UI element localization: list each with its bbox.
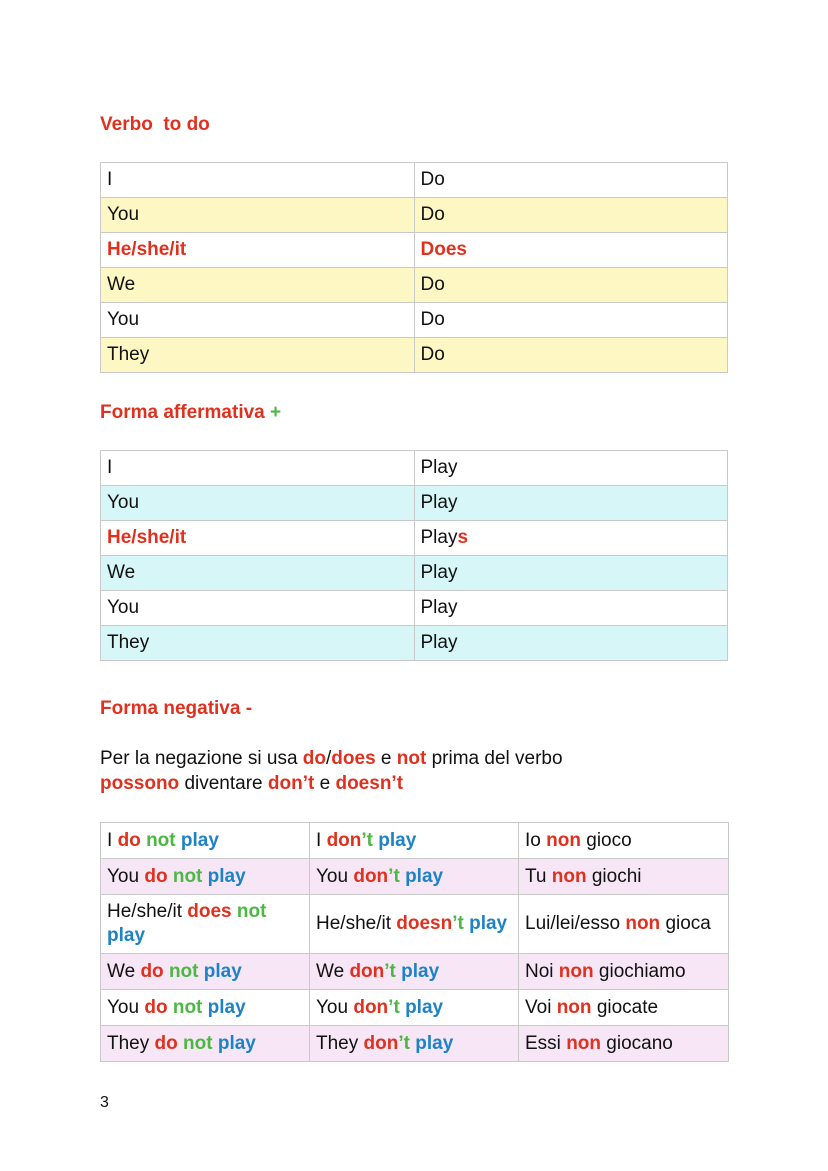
table-row — [101, 521, 728, 556]
verb-cell: Do — [414, 198, 728, 233]
pronoun-cell: He/she/it — [101, 521, 415, 556]
negation: ’t — [361, 829, 373, 851]
verb-cell: Play — [414, 591, 728, 626]
negation: not — [168, 960, 199, 982]
contracted-form-cell — [310, 823, 519, 859]
main-verb: play — [217, 1032, 256, 1054]
negation: not — [183, 1032, 213, 1054]
heading-verbo-to-do: Verbo to do — [100, 114, 210, 135]
pronoun-cell: I — [101, 163, 415, 198]
heading-forma-negativa: Forma negativa - — [100, 698, 253, 719]
note-text: prima del verbo — [426, 748, 563, 769]
note-keyword: don’t — [267, 773, 315, 794]
it-subject: Essi — [525, 1032, 561, 1054]
it-verb: giocate — [596, 996, 659, 1018]
aux: do — [140, 960, 164, 982]
verb-cell: Do — [414, 338, 728, 373]
italian-cell — [519, 859, 729, 895]
negation: ’t — [388, 996, 400, 1018]
verb-cell: Play — [414, 626, 728, 661]
table-row — [101, 895, 729, 954]
table-row — [101, 338, 728, 373]
main-verb: play — [180, 829, 219, 851]
note-keyword: doesn’t — [335, 773, 404, 794]
it-subject: Noi — [525, 960, 554, 982]
main-verb: play — [203, 960, 242, 982]
aux: do — [144, 996, 168, 1018]
aux: do — [117, 829, 141, 851]
it-verb: gioco — [586, 829, 632, 851]
aux: don — [349, 960, 385, 982]
verb-base: Play — [420, 527, 458, 548]
contracted-form-cell — [310, 954, 519, 990]
negation-note — [100, 746, 728, 796]
full-form-cell — [101, 859, 310, 895]
pronoun: You — [107, 996, 140, 1018]
table-row — [101, 859, 729, 895]
it-non: non — [551, 865, 587, 887]
pronoun: They — [316, 1032, 359, 1054]
verb-cell: Play — [414, 451, 728, 486]
table-to-do — [100, 162, 728, 373]
pronoun: We — [107, 960, 136, 982]
verb-suffix: s — [457, 527, 469, 548]
main-verb: play — [207, 865, 246, 887]
pronoun: I — [107, 829, 113, 851]
italian-cell — [519, 990, 729, 1026]
pronoun-cell: I — [101, 451, 415, 486]
note-text: e — [314, 773, 336, 794]
pronoun: He/she/it — [107, 901, 182, 922]
it-verb: giochi — [591, 865, 642, 887]
pronoun: We — [316, 960, 345, 982]
note-text: / — [326, 748, 332, 769]
table-row — [101, 626, 728, 661]
note-text: Per la negazione si usa — [100, 748, 303, 769]
it-non: non — [558, 960, 594, 982]
negation: not — [236, 901, 267, 922]
verb-cell: Do — [414, 268, 728, 303]
pronoun-cell: They — [101, 338, 415, 373]
heading-text: Forma affermativa — [100, 402, 265, 423]
pronoun-cell: They — [101, 626, 415, 661]
pronoun-cell: He/she/it — [101, 233, 415, 268]
main-verb: play — [415, 1032, 454, 1054]
pronoun-cell: We — [101, 268, 415, 303]
it-verb: giochiamo — [598, 960, 686, 982]
verb-cell — [414, 521, 728, 556]
contracted-form-cell — [310, 990, 519, 1026]
note-keyword: does — [331, 748, 376, 769]
table-row — [101, 823, 729, 859]
contracted-form-cell — [310, 859, 519, 895]
aux: do — [144, 865, 168, 887]
table-row — [101, 233, 728, 268]
aux: don — [353, 996, 389, 1018]
pronoun-cell: You — [101, 303, 415, 338]
pronoun: You — [107, 865, 140, 887]
pronoun-cell: You — [101, 198, 415, 233]
table-negativa — [100, 822, 729, 1062]
aux: do — [154, 1032, 178, 1054]
full-form-cell — [101, 895, 310, 954]
note-keyword: do — [302, 748, 327, 769]
aux: don — [353, 865, 389, 887]
main-verb: play — [469, 913, 508, 934]
main-verb: play — [405, 865, 444, 887]
it-non: non — [625, 913, 661, 934]
note-keyword: possono — [100, 773, 180, 794]
table-row — [101, 1026, 729, 1062]
main-verb: play — [401, 960, 440, 982]
verb-cell: Does — [414, 233, 728, 268]
it-subject: Lui/lei/esso — [525, 913, 621, 934]
it-subject: Io — [525, 829, 541, 851]
negation: ’t — [398, 1032, 410, 1054]
full-form-cell — [101, 990, 310, 1026]
contracted-form-cell — [310, 1026, 519, 1062]
table-row — [101, 198, 728, 233]
full-form-cell — [101, 954, 310, 990]
negation: not — [172, 996, 203, 1018]
table-row — [101, 556, 728, 591]
main-verb: play — [378, 829, 417, 851]
pronoun: They — [107, 1032, 150, 1054]
italian-cell — [519, 895, 729, 954]
italian-cell — [519, 823, 729, 859]
note-keyword: not — [396, 748, 427, 769]
it-non: non — [546, 829, 581, 851]
verb-cell: Do — [414, 163, 728, 198]
note-line-2 — [100, 771, 728, 796]
negation: not — [172, 865, 203, 887]
negation: ’t — [452, 913, 464, 934]
pronoun: He/she/it — [316, 913, 391, 934]
verb-cell: Play — [414, 486, 728, 521]
main-verb: play — [207, 996, 246, 1018]
pronoun: I — [316, 829, 322, 851]
italian-cell — [519, 954, 729, 990]
note-line-1 — [100, 746, 728, 771]
it-non: non — [566, 1032, 602, 1054]
it-verb: gioca — [665, 913, 711, 934]
table-row — [101, 591, 728, 626]
aux: does — [187, 901, 232, 922]
aux: doesn — [396, 913, 453, 934]
it-subject: Tu — [525, 865, 547, 887]
it-non: non — [556, 996, 592, 1018]
pronoun: You — [316, 865, 349, 887]
aux: don — [363, 1032, 399, 1054]
full-form-cell — [101, 1026, 310, 1062]
table-row — [101, 486, 728, 521]
pronoun: You — [316, 996, 349, 1018]
negation: ’t — [384, 960, 396, 982]
verb-cell: Play — [414, 556, 728, 591]
it-subject: Voi — [525, 996, 552, 1018]
negation: not — [146, 829, 176, 851]
table-row — [101, 990, 729, 1026]
table-affermativa — [100, 450, 728, 661]
table-row — [101, 268, 728, 303]
pronoun-cell: You — [101, 486, 415, 521]
note-text: e — [375, 748, 397, 769]
page-number: 3 — [100, 1094, 109, 1111]
verb-cell: Do — [414, 303, 728, 338]
it-verb: giocano — [606, 1032, 673, 1054]
italian-cell — [519, 1026, 729, 1062]
full-form-cell — [101, 823, 310, 859]
pronoun-cell: We — [101, 556, 415, 591]
plus-icon: + — [270, 402, 282, 423]
main-verb: play — [405, 996, 444, 1018]
contracted-form-cell — [310, 895, 519, 954]
main-verb: play — [107, 925, 146, 946]
pronoun-cell: You — [101, 591, 415, 626]
table-row — [101, 954, 729, 990]
table-row — [101, 163, 728, 198]
table-row — [101, 451, 728, 486]
table-row — [101, 303, 728, 338]
aux: don — [326, 829, 362, 851]
heading-forma-affermativa — [100, 402, 281, 424]
negation: ’t — [388, 865, 400, 887]
note-text: diventare — [179, 773, 268, 794]
